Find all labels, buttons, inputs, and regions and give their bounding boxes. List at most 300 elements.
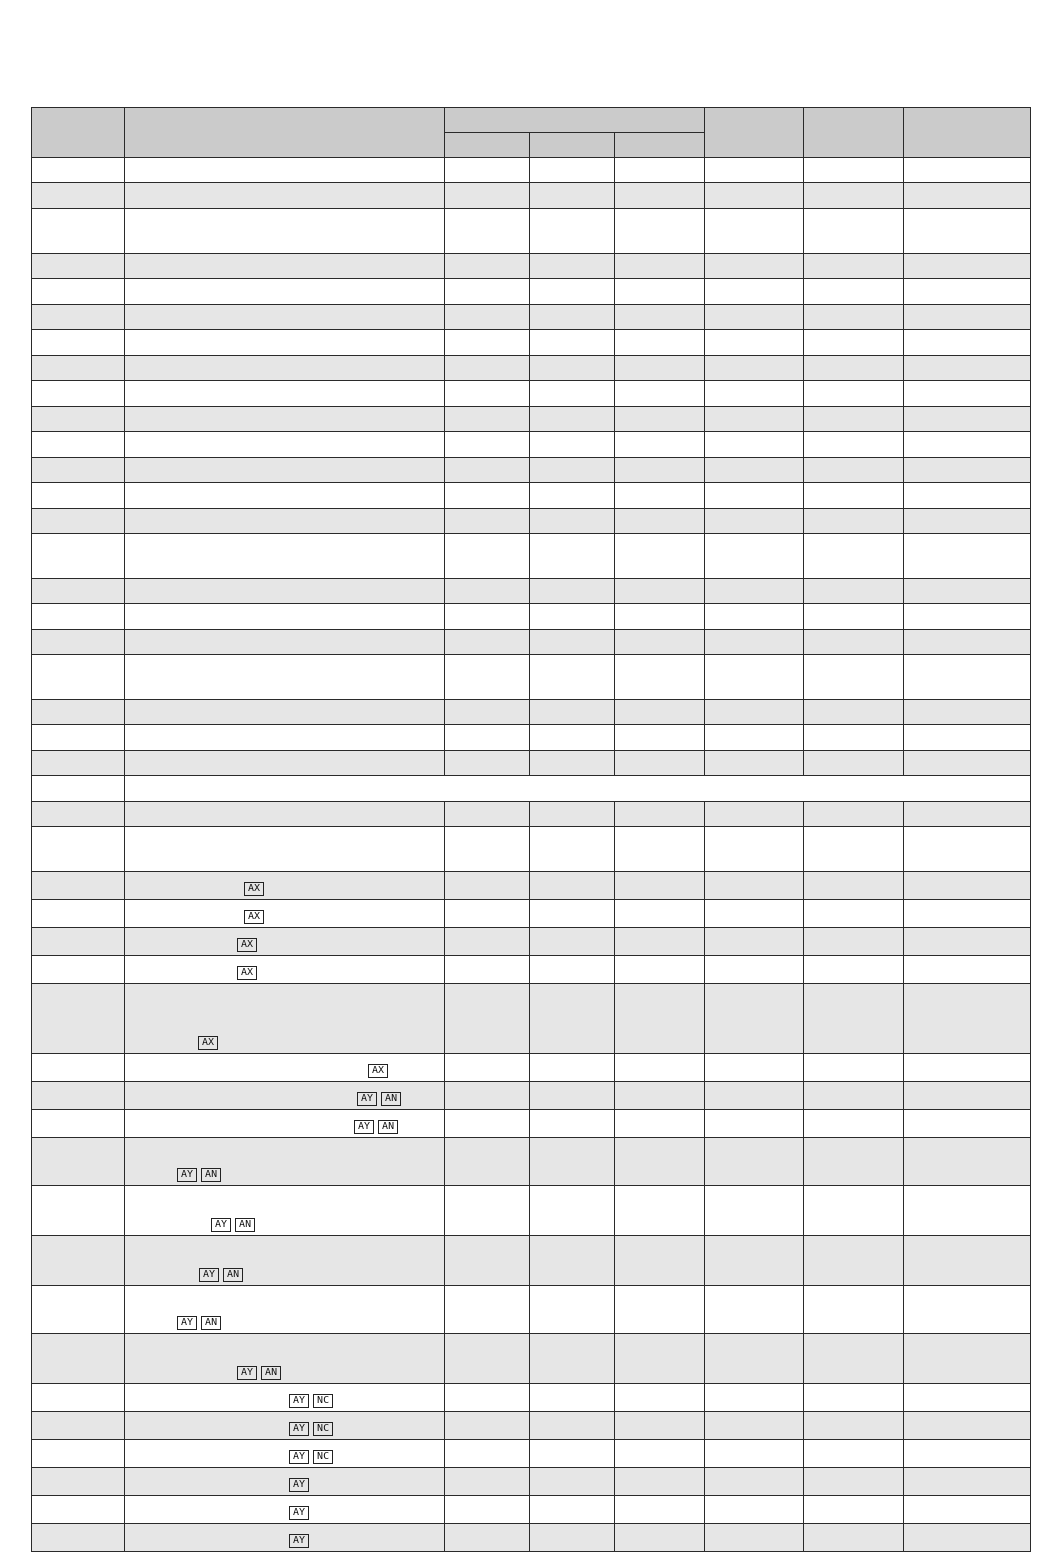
table-cell bbox=[32, 956, 125, 984]
table-cell bbox=[615, 1384, 705, 1412]
table-row bbox=[32, 158, 1031, 183]
table-cell bbox=[705, 407, 804, 432]
table-cell bbox=[804, 579, 904, 604]
table-cell bbox=[32, 1138, 125, 1186]
table-cell bbox=[904, 1186, 1031, 1236]
table-row bbox=[32, 1384, 1031, 1412]
table-cell bbox=[445, 630, 530, 655]
code-badge: AY bbox=[289, 1422, 309, 1436]
table-cell bbox=[32, 984, 125, 1054]
table-cell bbox=[530, 209, 615, 254]
table-cell bbox=[804, 1054, 904, 1082]
table-cell bbox=[32, 458, 125, 483]
table-cell bbox=[804, 1286, 904, 1334]
table-cell bbox=[705, 1524, 804, 1552]
code-badge: AN bbox=[201, 1316, 221, 1330]
table-cell bbox=[615, 432, 705, 458]
table-cell bbox=[32, 1186, 125, 1236]
table-cell bbox=[125, 956, 445, 984]
code-badge: AY bbox=[289, 1450, 309, 1464]
table-cell bbox=[904, 1468, 1031, 1496]
table-cell bbox=[32, 1524, 125, 1552]
table-cell bbox=[125, 655, 445, 700]
table-cell bbox=[804, 984, 904, 1054]
table-cell bbox=[32, 725, 125, 751]
table-cell bbox=[445, 1110, 530, 1138]
table-cell bbox=[530, 254, 615, 279]
table-row bbox=[32, 305, 1031, 330]
table-row bbox=[32, 984, 1031, 1054]
table-cell bbox=[445, 1524, 530, 1552]
cell-content bbox=[125, 1237, 444, 1285]
table-row bbox=[32, 655, 1031, 700]
header-cell bbox=[125, 108, 445, 158]
code-badge: AY bbox=[211, 1218, 231, 1232]
table-cell bbox=[705, 158, 804, 183]
table-cell bbox=[32, 356, 125, 381]
table-row bbox=[32, 1440, 1031, 1468]
code-badge: AX bbox=[244, 882, 264, 896]
table-cell bbox=[32, 604, 125, 630]
table-cell bbox=[125, 700, 445, 725]
table-cell bbox=[32, 534, 125, 579]
header-cell bbox=[904, 108, 1031, 158]
code-badge: AY bbox=[289, 1534, 309, 1548]
table-cell bbox=[32, 1334, 125, 1384]
table-cell bbox=[705, 1286, 804, 1334]
table-cell bbox=[904, 827, 1031, 872]
table-cell bbox=[705, 1138, 804, 1186]
table-cell bbox=[445, 725, 530, 751]
table-cell bbox=[804, 1186, 904, 1236]
table-cell bbox=[445, 1138, 530, 1186]
code-badge: AY bbox=[289, 1506, 309, 1520]
table-cell bbox=[804, 802, 904, 827]
table-row bbox=[32, 279, 1031, 305]
table-cell bbox=[615, 872, 705, 900]
table-cell bbox=[32, 1496, 125, 1524]
table-cell bbox=[904, 1286, 1031, 1334]
table-cell bbox=[32, 776, 125, 802]
table-cell bbox=[615, 534, 705, 579]
table-cell bbox=[445, 604, 530, 630]
table-cell bbox=[904, 305, 1031, 330]
table-cell bbox=[530, 1468, 615, 1496]
table-cell bbox=[705, 1082, 804, 1110]
table-cell bbox=[705, 655, 804, 700]
table-cell bbox=[804, 1468, 904, 1496]
code-badge: NC bbox=[313, 1450, 333, 1464]
table-cell bbox=[904, 872, 1031, 900]
table-cell bbox=[125, 579, 445, 604]
table-row bbox=[32, 509, 1031, 534]
table-cell bbox=[705, 381, 804, 407]
table-row bbox=[32, 1524, 1031, 1552]
table-cell bbox=[530, 381, 615, 407]
table-cell bbox=[904, 407, 1031, 432]
table-cell bbox=[445, 984, 530, 1054]
table-cell bbox=[32, 158, 125, 183]
table-cell bbox=[445, 1082, 530, 1110]
table-cell bbox=[445, 956, 530, 984]
table-cell bbox=[530, 1524, 615, 1552]
code-badge: AY bbox=[199, 1268, 219, 1282]
code-badges bbox=[354, 1119, 402, 1134]
table-row bbox=[32, 827, 1031, 872]
table-cell bbox=[615, 1524, 705, 1552]
table-cell bbox=[804, 483, 904, 509]
table-cell bbox=[125, 725, 445, 751]
table-cell bbox=[904, 1110, 1031, 1138]
table-cell bbox=[804, 655, 904, 700]
table-cell bbox=[804, 1440, 904, 1468]
table-cell bbox=[32, 1082, 125, 1110]
code-badge: AX bbox=[237, 966, 257, 980]
code-badge: AY bbox=[237, 1366, 257, 1380]
table-cell bbox=[804, 1524, 904, 1552]
table-cell bbox=[804, 381, 904, 407]
table-cell bbox=[804, 279, 904, 305]
code-badge: AN bbox=[235, 1218, 255, 1232]
table-cell bbox=[530, 1384, 615, 1412]
table-cell bbox=[615, 509, 705, 534]
table-cell bbox=[530, 700, 615, 725]
table-cell bbox=[615, 928, 705, 956]
table-cell bbox=[445, 1054, 530, 1082]
table-cell bbox=[705, 630, 804, 655]
table-cell bbox=[530, 928, 615, 956]
table-cell bbox=[615, 483, 705, 509]
table-cell bbox=[705, 802, 804, 827]
code-badge: AN bbox=[381, 1092, 401, 1106]
table-cell bbox=[445, 827, 530, 872]
table-cell bbox=[530, 330, 615, 356]
code-badge: AY bbox=[357, 1092, 377, 1106]
table-cell bbox=[445, 330, 530, 356]
table-cell bbox=[705, 534, 804, 579]
code-badge: AN bbox=[223, 1268, 243, 1282]
table-cell bbox=[445, 1334, 530, 1384]
table-cell bbox=[804, 1110, 904, 1138]
table-cell bbox=[615, 802, 705, 827]
table-cell bbox=[904, 254, 1031, 279]
table-cell bbox=[705, 1110, 804, 1138]
table-row bbox=[32, 254, 1031, 279]
table-cell bbox=[125, 254, 445, 279]
table-cell bbox=[445, 1468, 530, 1496]
table-cell bbox=[705, 279, 804, 305]
code-badge: NC bbox=[313, 1394, 333, 1408]
table-cell bbox=[705, 1054, 804, 1082]
table-cell bbox=[804, 604, 904, 630]
table-cell bbox=[705, 458, 804, 483]
table-cell bbox=[32, 802, 125, 827]
table-cell bbox=[445, 432, 530, 458]
cell-content bbox=[125, 1469, 444, 1495]
table-cell bbox=[904, 158, 1031, 183]
table-row bbox=[32, 183, 1031, 209]
table-cell bbox=[530, 1412, 615, 1440]
table-cell bbox=[705, 183, 804, 209]
cell-content bbox=[125, 1111, 444, 1137]
table-cell bbox=[804, 356, 904, 381]
header-row bbox=[32, 108, 1031, 133]
table-row bbox=[32, 928, 1031, 956]
table-cell bbox=[445, 655, 530, 700]
table-row bbox=[32, 900, 1031, 928]
table-cell bbox=[445, 802, 530, 827]
table-cell bbox=[32, 1236, 125, 1286]
table-row bbox=[32, 1186, 1031, 1236]
table-cell bbox=[32, 1440, 125, 1468]
table-cell bbox=[125, 928, 445, 956]
table-row bbox=[32, 1468, 1031, 1496]
table-cell bbox=[32, 1286, 125, 1334]
table-cell bbox=[615, 330, 705, 356]
table-cell bbox=[615, 1412, 705, 1440]
table-cell bbox=[615, 1468, 705, 1496]
table-cell bbox=[804, 534, 904, 579]
table-cell bbox=[445, 928, 530, 956]
table-row bbox=[32, 432, 1031, 458]
cell-content bbox=[125, 929, 444, 955]
table-cell bbox=[904, 751, 1031, 776]
table-cell bbox=[125, 1412, 445, 1440]
table-cell bbox=[32, 407, 125, 432]
cell-content bbox=[125, 1187, 444, 1235]
table-cell bbox=[705, 579, 804, 604]
table-cell bbox=[32, 579, 125, 604]
table-cell bbox=[804, 928, 904, 956]
table-cell bbox=[904, 725, 1031, 751]
table-cell bbox=[705, 700, 804, 725]
table-cell bbox=[32, 381, 125, 407]
table-cell bbox=[445, 407, 530, 432]
table-cell bbox=[125, 900, 445, 928]
code-badge: NC bbox=[313, 1422, 333, 1436]
table-cell bbox=[445, 1496, 530, 1524]
table-cell bbox=[904, 1334, 1031, 1384]
code-badge: AN bbox=[378, 1120, 398, 1134]
header-subcell bbox=[530, 133, 615, 158]
table-cell bbox=[904, 1082, 1031, 1110]
table-cell bbox=[904, 802, 1031, 827]
table-cell bbox=[530, 1286, 615, 1334]
table-cell bbox=[705, 509, 804, 534]
table-cell bbox=[804, 1496, 904, 1524]
table-cell bbox=[615, 209, 705, 254]
table-cell bbox=[904, 579, 1031, 604]
table-cell bbox=[530, 630, 615, 655]
table-cell bbox=[32, 900, 125, 928]
table-cell bbox=[125, 630, 445, 655]
table-cell bbox=[705, 432, 804, 458]
table-cell bbox=[904, 432, 1031, 458]
table-cell bbox=[530, 534, 615, 579]
table-cell bbox=[904, 956, 1031, 984]
table-cell bbox=[904, 458, 1031, 483]
table-cell bbox=[705, 330, 804, 356]
table-cell bbox=[705, 1186, 804, 1236]
table-cell bbox=[804, 432, 904, 458]
table-cell bbox=[125, 1496, 445, 1524]
table-cell bbox=[705, 900, 804, 928]
table-row bbox=[32, 1110, 1031, 1138]
table-cell bbox=[32, 630, 125, 655]
table-cell bbox=[615, 700, 705, 725]
code-badges bbox=[357, 1091, 405, 1106]
cell-content bbox=[125, 901, 444, 927]
table-cell bbox=[530, 655, 615, 700]
table-cell bbox=[530, 1054, 615, 1082]
cell-content bbox=[125, 1335, 444, 1383]
cell-content bbox=[125, 957, 444, 983]
code-badge: AY bbox=[177, 1168, 197, 1182]
table-cell bbox=[530, 432, 615, 458]
table-cell bbox=[32, 700, 125, 725]
table-cell bbox=[445, 1236, 530, 1286]
table-cell bbox=[530, 458, 615, 483]
table-cell bbox=[904, 534, 1031, 579]
table-cell bbox=[615, 356, 705, 381]
table-cell bbox=[705, 928, 804, 956]
table-cell bbox=[904, 483, 1031, 509]
table-cell bbox=[804, 630, 904, 655]
table-cell bbox=[445, 579, 530, 604]
table-cell bbox=[804, 1138, 904, 1186]
table-cell bbox=[32, 254, 125, 279]
table-cell bbox=[804, 330, 904, 356]
cell-content bbox=[125, 1083, 444, 1109]
table-row bbox=[32, 604, 1031, 630]
table-row bbox=[32, 483, 1031, 509]
table-cell bbox=[530, 1082, 615, 1110]
table-cell bbox=[530, 1186, 615, 1236]
table-row bbox=[32, 1412, 1031, 1440]
table-cell bbox=[615, 1496, 705, 1524]
table-cell bbox=[125, 1286, 445, 1334]
table-cell bbox=[804, 956, 904, 984]
table-cell bbox=[32, 928, 125, 956]
table-row bbox=[32, 1236, 1031, 1286]
table-cell bbox=[32, 751, 125, 776]
table-cell bbox=[125, 827, 445, 872]
table-cell bbox=[445, 509, 530, 534]
table-cell bbox=[445, 381, 530, 407]
table-cell bbox=[32, 509, 125, 534]
table-cell bbox=[125, 356, 445, 381]
table-row bbox=[32, 1138, 1031, 1186]
section-cell bbox=[125, 776, 1031, 802]
header-cell bbox=[705, 108, 804, 158]
table-cell bbox=[530, 1138, 615, 1186]
table-row bbox=[32, 381, 1031, 407]
table-cell bbox=[445, 872, 530, 900]
table-cell bbox=[804, 509, 904, 534]
table-cell bbox=[445, 254, 530, 279]
table-cell bbox=[125, 209, 445, 254]
code-badges bbox=[289, 1533, 313, 1548]
table-row bbox=[32, 956, 1031, 984]
table-cell bbox=[804, 700, 904, 725]
code-badge: AY bbox=[354, 1120, 374, 1134]
code-badges bbox=[289, 1393, 337, 1408]
table-cell bbox=[904, 1384, 1031, 1412]
table-cell bbox=[445, 483, 530, 509]
header-subcell bbox=[615, 133, 705, 158]
code-badge: AY bbox=[177, 1316, 197, 1330]
table-cell bbox=[615, 1054, 705, 1082]
table-cell bbox=[530, 279, 615, 305]
table-row bbox=[32, 725, 1031, 751]
table-cell bbox=[615, 458, 705, 483]
table-row bbox=[32, 751, 1031, 776]
table-cell bbox=[904, 1524, 1031, 1552]
table-cell bbox=[804, 254, 904, 279]
table-cell bbox=[32, 209, 125, 254]
table-cell bbox=[904, 700, 1031, 725]
table-cell bbox=[904, 928, 1031, 956]
code-badges bbox=[368, 1063, 392, 1078]
table-cell bbox=[445, 900, 530, 928]
cell-content bbox=[125, 1497, 444, 1523]
table-cell bbox=[530, 158, 615, 183]
table-cell bbox=[125, 509, 445, 534]
header-cell bbox=[32, 108, 125, 158]
table-cell bbox=[125, 1082, 445, 1110]
table-cell bbox=[804, 872, 904, 900]
table-cell bbox=[125, 183, 445, 209]
code-badge: AY bbox=[289, 1394, 309, 1408]
table-cell bbox=[904, 630, 1031, 655]
table-row bbox=[32, 1082, 1031, 1110]
table-cell bbox=[445, 158, 530, 183]
table-cell bbox=[32, 279, 125, 305]
table-cell bbox=[615, 279, 705, 305]
table-cell bbox=[705, 984, 804, 1054]
table-cell bbox=[445, 700, 530, 725]
table-row bbox=[32, 700, 1031, 725]
table-cell bbox=[705, 725, 804, 751]
table-cell bbox=[904, 1054, 1031, 1082]
table-cell bbox=[804, 751, 904, 776]
table-cell bbox=[125, 1384, 445, 1412]
code-badges bbox=[244, 909, 268, 924]
cell-content bbox=[125, 1287, 444, 1333]
table-cell bbox=[615, 158, 705, 183]
table-cell bbox=[904, 509, 1031, 534]
table-cell bbox=[445, 1440, 530, 1468]
table-cell bbox=[125, 604, 445, 630]
table-cell bbox=[125, 279, 445, 305]
table-cell bbox=[445, 356, 530, 381]
table-cell bbox=[615, 751, 705, 776]
table-cell bbox=[530, 305, 615, 330]
table-cell bbox=[904, 1440, 1031, 1468]
table-cell bbox=[530, 1110, 615, 1138]
table-cell bbox=[445, 1384, 530, 1412]
table-cell bbox=[705, 956, 804, 984]
table-cell bbox=[705, 1468, 804, 1496]
table-cell bbox=[32, 183, 125, 209]
table-cell bbox=[125, 305, 445, 330]
table-cell bbox=[904, 183, 1031, 209]
table-row bbox=[32, 630, 1031, 655]
table-cell bbox=[125, 1524, 445, 1552]
table-cell bbox=[445, 279, 530, 305]
table-row bbox=[32, 579, 1031, 604]
table-cell bbox=[530, 872, 615, 900]
